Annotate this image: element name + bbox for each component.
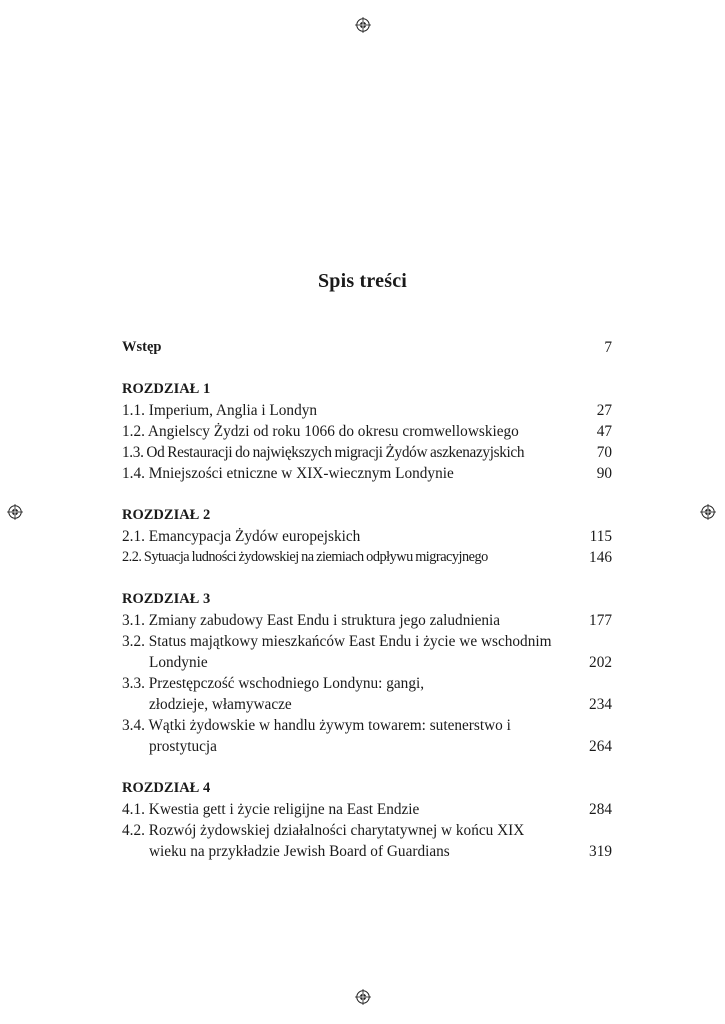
toc-page-number: 70 bbox=[596, 444, 612, 461]
toc-entry bbox=[122, 673, 612, 715]
toc-entry bbox=[122, 400, 612, 421]
registration-mark-icon bbox=[700, 504, 716, 520]
chapter-heading: ROZDZIAŁ 1 bbox=[122, 381, 211, 397]
toc-page-number: 202 bbox=[589, 654, 612, 671]
toc-entry-text: Wstęp bbox=[122, 339, 162, 355]
toc-entry bbox=[122, 463, 612, 484]
toc-entry bbox=[122, 442, 612, 463]
toc-entry bbox=[122, 715, 612, 757]
toc-entry-text: 3.1. Zmiany zabudowy East Endu i struktura jego zaludnienia bbox=[122, 612, 501, 629]
toc-entry-text: 4.2. Rozwój żydowskiej działalności charytatywnej w końcu XIX wieku na przykładzie Jewish Board of Guardians bbox=[122, 822, 525, 860]
chapter-heading: ROZDZIAŁ 4 bbox=[122, 780, 211, 796]
toc-entry-text: 2.1. Emancypacja Żydów europejskich bbox=[122, 528, 361, 545]
page-title: Spis treści bbox=[317, 270, 408, 292]
toc-entry-text: 1.3. Od Restauracji do największych migracji Żydów aszkenazyjskich bbox=[122, 444, 525, 461]
toc-page-number: 234 bbox=[589, 696, 612, 713]
toc-entry-text: 1.2. Angielscy Żydzi od roku 1066 do okresu cromwellowskiego bbox=[122, 423, 519, 440]
table-of-contents bbox=[122, 337, 612, 862]
toc-entry-text: 3.2. Status majątkowy mieszkańców East Endu i życie we wschodnim Londynie bbox=[122, 633, 552, 671]
toc-entry-text: 3.4. Wątki żydowskie w handlu żywym towarem: sutenerstwo i prostytucja bbox=[122, 717, 511, 755]
toc-page-number: 146 bbox=[589, 549, 612, 566]
toc-page-number: 284 bbox=[589, 801, 612, 818]
toc-page-number: 264 bbox=[589, 738, 612, 755]
toc-entry bbox=[122, 610, 612, 631]
toc-page-number: 177 bbox=[589, 612, 612, 629]
registration-mark-icon bbox=[355, 17, 371, 33]
toc-page-number: 47 bbox=[596, 423, 612, 440]
toc-entry-text: 4.1. Kwestia gett i życie religijne na East Endzie bbox=[122, 801, 420, 818]
toc-entry-text: 3.3. Przestępczość wschodniego Londynu: gangi, złodzieje, włamywacze bbox=[122, 675, 425, 713]
toc-entry bbox=[122, 799, 612, 820]
toc-entry bbox=[122, 547, 612, 568]
toc-entry-intro bbox=[122, 337, 612, 358]
toc-entry-text: 1.1. Imperium, Anglia i Londyn bbox=[122, 402, 318, 419]
chapter-heading: ROZDZIAŁ 3 bbox=[122, 591, 211, 607]
toc-entry bbox=[122, 631, 612, 673]
registration-mark-icon bbox=[355, 989, 371, 1005]
toc-entry-text: 2.2. Sytuacja ludności żydowskiej na ziemiach odpływu migracyjnego bbox=[122, 549, 488, 565]
chapter-heading: ROZDZIAŁ 2 bbox=[122, 507, 211, 523]
toc-page-number: 27 bbox=[596, 402, 612, 419]
toc-entry bbox=[122, 421, 612, 442]
toc-page-number: 115 bbox=[589, 528, 612, 545]
toc-page-number: 7 bbox=[604, 339, 612, 356]
toc-entry-text: 1.4. Mniejszości etniczne w XIX-wiecznym Londynie bbox=[122, 465, 454, 482]
toc-page-number: 319 bbox=[589, 843, 612, 860]
registration-mark-icon bbox=[7, 504, 23, 520]
toc-page-number: 90 bbox=[596, 465, 612, 482]
toc-entry bbox=[122, 820, 612, 862]
toc-entry bbox=[122, 526, 612, 547]
